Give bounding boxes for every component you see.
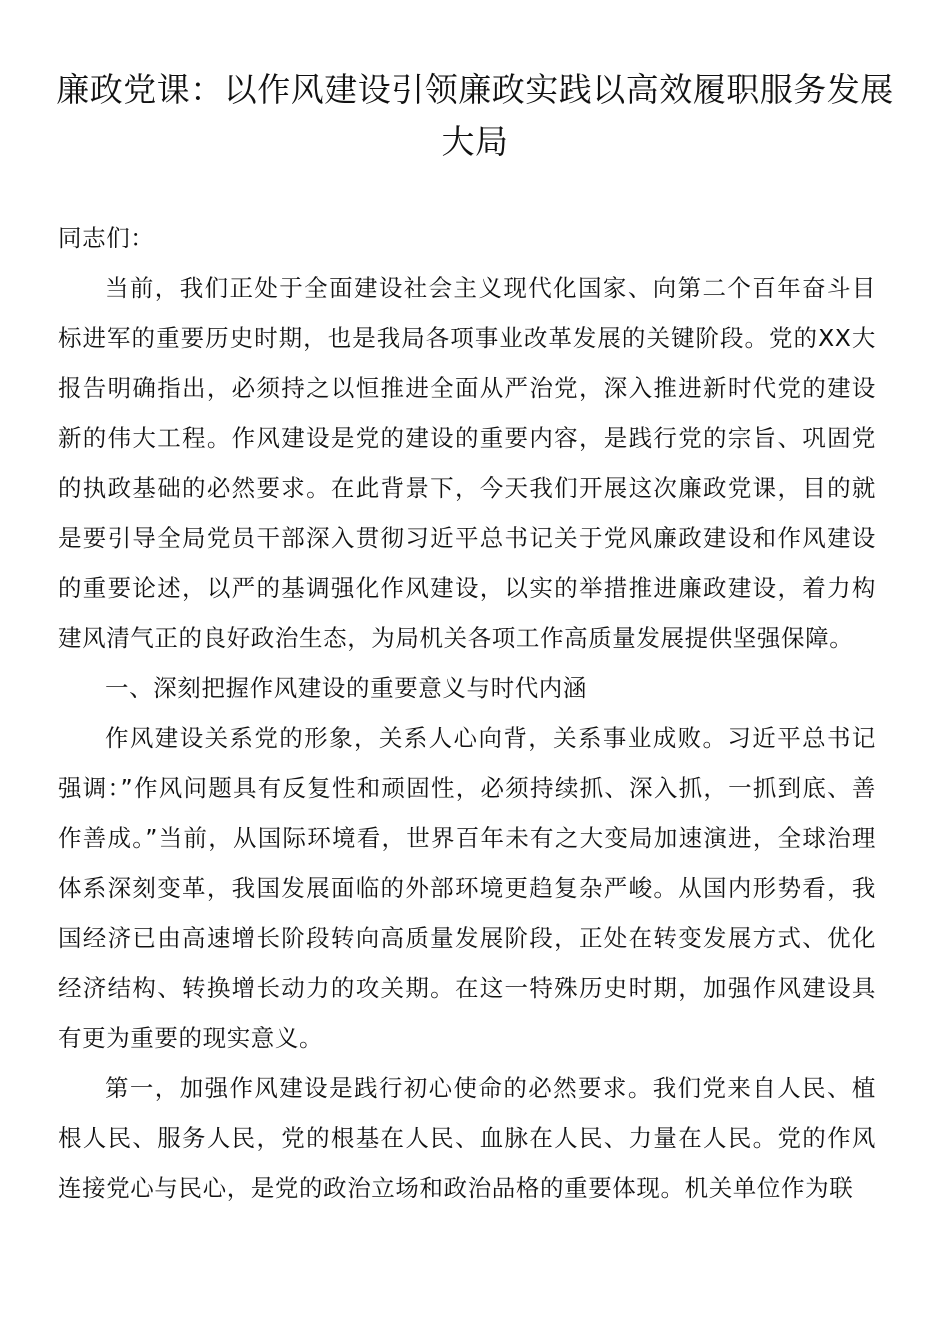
body-paragraph: 第一，加强作风建设是践行初心使命的必然要求。我们党来自人民、植根人民、服务人民，党的根基在人民、血脉在人民、力量在人民。党的作风连接党心与民心，是党的政治立场和政治品格的重要体现。机关单位作为联: [58, 1074, 876, 1202]
salutation: 同志们：: [58, 224, 155, 252]
document-body: [58, 213, 876, 1213]
body-paragraph: 作风建设关系党的形象，关系人心向背，关系事业成败。习近平总书记强调：”作风问题具有反复性和顽固性，必须持续抓、深入抓，一抓到底、善作善成。”当前，从国际环境看，世界百年未有之大变局加速演进，全球治理体系深刻变革，我国发展面临的外部环境更趋复杂严峻。从国内形势看，我国经济已由高速增长阶段转向高质量发展阶段，正处在转变发展方式、优化经济结构、转换增长动力的攻关期。在这一特殊历史时期，加强作风建设具有更为重要的现实意义。: [58, 724, 876, 1052]
document-title: 廉政党课：以作风建设引领廉政实践以高效履职服务发展大局: [56, 70, 894, 161]
intro-paragraph: 当前，我们正处于全面建设社会主义现代化国家、向第二个百年奋斗目标进军的重要历史时期，也是我局各项事业改革发展的关键阶段。党的XX大报告明确指出，必须持之以恒推进全面从严治党，深入推进新时代党的建设新的伟大工程。作风建设是党的建设的重要内容，是践行党的宗旨、巩固党的执政基础的必然要求。在此背景下，今天我们开展这次廉政党课，目的就是要引导全局党员干部深入贯彻习近平总书记关于党风廉政建设和作风建设的重要论述，以严的基调强化作风建设，以实的举措推进廉政建设，着力构建风清气正的良好政治生态，为局机关各项工作高质量发展提供坚强保障。: [58, 274, 876, 652]
section-heading: 一、深刻把握作风建设的重要意义与时代内涵: [105, 674, 587, 702]
